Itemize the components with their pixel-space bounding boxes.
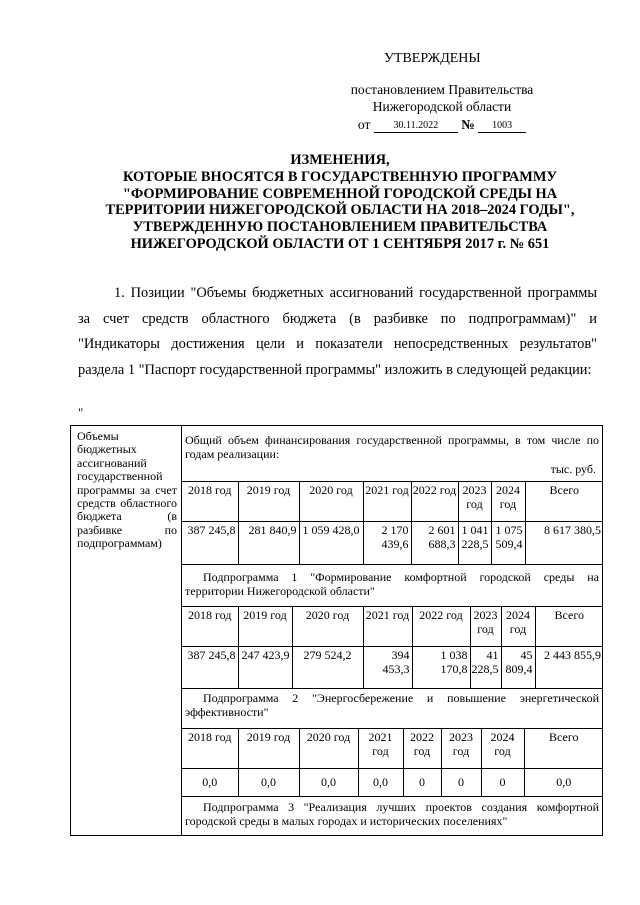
year-cell: 2023 год [458, 482, 491, 522]
unit-label: тыс. руб. [550, 462, 596, 476]
value-cell: 279 524,2 [292, 647, 363, 689]
year-cell: 2019 год [238, 729, 299, 769]
title-line-1: ИЗМЕНЕНИЯ, [290, 152, 390, 168]
year-cell: 2018 год [182, 607, 238, 647]
value-cell: 0 [481, 769, 524, 797]
year-cell: 2022 год [411, 482, 458, 522]
year-cell: 2023 год [441, 729, 481, 769]
year-cell: 2018 год [182, 482, 238, 522]
year-cell: 2018 год [182, 729, 238, 769]
budget-values-area [182, 426, 602, 835]
title-line-4: ТЕРРИТОРИИ НИЖЕГОРОДСКОЙ ОБЛАСТИ НА 2018–2024 ГОДЫ", [105, 202, 575, 219]
year-cell: 2024 год [501, 607, 535, 647]
year-cell: 2024 год [481, 729, 524, 769]
value-cell: 41 228,5 [470, 647, 501, 689]
year-cell: 2021 год [363, 607, 412, 647]
total-header-cell: Всего [524, 729, 603, 769]
year-cell: 2019 год [238, 482, 299, 522]
year-cell: 2022 год [412, 607, 470, 647]
value-cell: 45 809,4 [501, 647, 535, 689]
value-cell: 0 [403, 769, 441, 797]
value-cell: 0,0 [238, 769, 299, 797]
value-cell: 0 [441, 769, 481, 797]
total-header-cell: Всего [535, 607, 603, 647]
value-cell: 0,0 [299, 769, 358, 797]
title-line-6: НИЖЕГОРОДСКОЙ ОБЛАСТИ ОТ 1 СЕНТЯБРЯ 2017 г. № 651 [130, 235, 550, 252]
subprogram-1-title: Подпрограмма 1 "Формирование комфортной городской среды на территории Нижегородской области" [185, 570, 599, 598]
value-cell: 1 059 428,0 [299, 522, 363, 565]
total-value-cell: 2 443 855,9 [535, 647, 603, 689]
total-header-cell: Всего [525, 482, 603, 522]
approval-date-line [332, 116, 552, 133]
title-line-2: КОТОРЫЕ ВНОСЯТСЯ В ГОСУДАРСТВЕННУЮ ПРОГРАММУ [122, 168, 558, 185]
document-title [70, 152, 610, 253]
open-quote: " [78, 405, 84, 420]
budget-table [70, 425, 603, 836]
title-line-3: "ФОРМИРОВАНИЕ СОВРЕМЕННОЙ ГОРОДСКОЙ СРЕДЫ НА [122, 185, 558, 202]
value-cell: 247 423,9 [238, 647, 292, 689]
value-cell: 281 840,9 [238, 522, 299, 565]
value-cell: 1 038 170,8 [412, 647, 470, 689]
table-header-text: Общий объем финансирования государственной программы, в том числе по годам реализации: [185, 433, 599, 461]
approval-line-1: постановлением Правительства [350, 82, 534, 97]
total-years-table [182, 481, 603, 565]
value-cell: 2 601 688,3 [411, 522, 458, 565]
value-cell: 2 170 439,6 [363, 522, 411, 565]
title-line-5: УТВЕРЖДЕННУЮ ПОСТАНОВЛЕНИЕМ ПРАВИТЕЛЬСТВА [132, 219, 548, 236]
paragraph-1: 1. Позиции "Объемы бюджетных ассигнований государственной программы за счет средств областного бюджета (в разбивке по подпрограммам)" и "Индикаторы достижения цели и показатели непосредственных результатов" раздела 1 "Паспорт государственной программы" изложить в следующей редакции: [78, 285, 597, 378]
year-cell: 2022 год [403, 729, 441, 769]
number-label: № [461, 117, 475, 132]
approval-number: 1003 [478, 120, 526, 133]
year-cell: 2023 год [470, 607, 501, 647]
subprogram-3-title: Подпрограмма 3 "Реализация лучших проектов создания комфортной городской среды в малых городах и исторических поселениях" [185, 800, 599, 828]
year-cell: 2020 год [299, 729, 358, 769]
budget-label-cell: Объемы бюджетных ассигнований государственной программы за счет средств областного бюджета (в разбивке по подпрограммам) [71, 426, 182, 835]
year-cell: 2019 год [238, 607, 292, 647]
subprogram-2-title: Подпрограмма 2 "Энергосбережение и повышение энергетической эффективности" [185, 691, 599, 719]
from-label: от [357, 117, 371, 132]
approval-block [332, 50, 552, 133]
value-cell: 0,0 [182, 769, 238, 797]
approval-date: 30.11.2022 [374, 120, 458, 133]
year-cell: 2020 год [292, 607, 363, 647]
value-cell: 0,0 [358, 769, 403, 797]
subprogram-2-table [182, 728, 603, 797]
approved-heading: УТВЕРЖДЕНЫ [384, 51, 481, 66]
year-cell: 2021 год [363, 482, 411, 522]
value-cell: 1 075 509,4 [491, 522, 525, 565]
value-cell: 394 453,3 [363, 647, 412, 689]
subprogram-1-table [182, 606, 603, 689]
value-cell: 1 041 228,5 [458, 522, 491, 565]
year-cell: 2020 год [299, 482, 363, 522]
value-cell: 387 245,8 [182, 522, 238, 565]
year-cell: 2021 год [358, 729, 403, 769]
approval-line-2: Нижегородской области [372, 99, 512, 114]
total-value-cell: 0,0 [524, 769, 603, 797]
value-cell: 387 245,8 [182, 647, 238, 689]
year-cell: 2024 год [491, 482, 525, 522]
total-value-cell: 8 617 380,5 [525, 522, 603, 565]
